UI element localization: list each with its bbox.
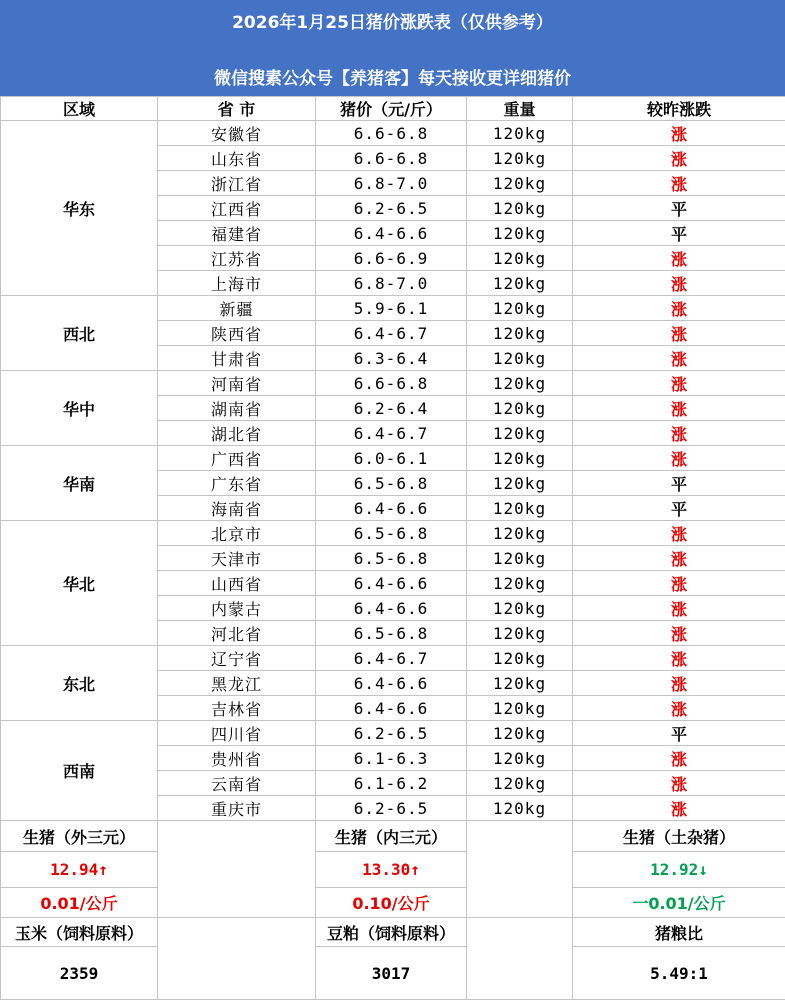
province-cell: 黑龙江	[158, 671, 316, 696]
weight-cell: 120kg	[467, 146, 573, 171]
price-cell: 6.4-6.6	[316, 596, 467, 621]
weight-cell: 120kg	[467, 271, 573, 296]
change-cell: 涨	[573, 546, 785, 571]
change-cell: 涨	[573, 621, 785, 646]
province-cell: 安徽省	[158, 121, 316, 146]
column-header-region: 区域	[1, 97, 158, 121]
province-cell: 上海市	[158, 271, 316, 296]
province-cell: 吉林省	[158, 696, 316, 721]
weight-cell: 120kg	[467, 721, 573, 746]
weight-cell: 120kg	[467, 521, 573, 546]
change-cell: 涨	[573, 796, 785, 821]
column-header-change: 较昨涨跌	[573, 97, 785, 121]
price-cell: 6.8-7.0	[316, 171, 467, 196]
province-cell: 江苏省	[158, 246, 316, 271]
weight-cell: 120kg	[467, 446, 573, 471]
summary-spacer-right-2	[467, 918, 573, 1000]
weight-cell: 120kg	[467, 596, 573, 621]
weight-cell: 120kg	[467, 496, 573, 521]
province-cell: 四川省	[158, 721, 316, 746]
weight-cell: 120kg	[467, 196, 573, 221]
summary-row	[1, 888, 785, 918]
column-header-price: 猪价（元/斤）	[316, 97, 467, 121]
weight-cell: 120kg	[467, 246, 573, 271]
price-cell: 6.5-6.8	[316, 471, 467, 496]
summary-spacer-left	[158, 821, 316, 918]
tuza-label: 生猪（土杂猪）	[573, 821, 785, 852]
page-subtitle: 微信搜素公众号【养猪客】每天接收更详细猪价	[214, 69, 571, 89]
change-cell: 涨	[573, 346, 785, 371]
region-cell: 华南	[1, 446, 158, 521]
province-cell: 湖南省	[158, 396, 316, 421]
ratio-label: 猪粮比	[573, 918, 785, 947]
neisan-change: 0.10/公斤	[316, 888, 467, 918]
summary-row	[1, 918, 785, 947]
weight-cell: 120kg	[467, 746, 573, 771]
table-row	[1, 296, 785, 321]
weight-cell: 120kg	[467, 221, 573, 246]
province-cell: 天津市	[158, 546, 316, 571]
province-cell: 内蒙古	[158, 596, 316, 621]
table-row	[1, 521, 785, 546]
change-cell: 涨	[573, 746, 785, 771]
weight-cell: 120kg	[467, 571, 573, 596]
price-cell: 6.4-6.6	[316, 571, 467, 596]
price-cell: 6.4-6.6	[316, 671, 467, 696]
weight-cell: 120kg	[467, 546, 573, 571]
province-cell: 山西省	[158, 571, 316, 596]
neisan-price: 13.30↑	[316, 852, 467, 888]
column-header-weight: 重量	[467, 97, 573, 121]
summary-spacer-right	[467, 821, 573, 918]
change-cell: 涨	[573, 696, 785, 721]
change-cell: 平	[573, 196, 785, 221]
price-cell: 6.2-6.5	[316, 721, 467, 746]
summary-row	[1, 821, 785, 852]
weight-cell: 120kg	[467, 621, 573, 646]
column-header-province: 省 市	[158, 97, 316, 121]
change-cell: 涨	[573, 121, 785, 146]
waisan-label: 生猪（外三元）	[1, 821, 158, 852]
weight-cell: 120kg	[467, 771, 573, 796]
corn-value: 2359	[1, 947, 158, 1000]
price-cell: 6.2-6.4	[316, 396, 467, 421]
province-cell: 北京市	[158, 521, 316, 546]
change-cell: 涨	[573, 146, 785, 171]
weight-cell: 120kg	[467, 171, 573, 196]
weight-cell: 120kg	[467, 421, 573, 446]
change-cell: 涨	[573, 246, 785, 271]
price-cell: 6.6-6.8	[316, 121, 467, 146]
change-cell: 平	[573, 471, 785, 496]
price-cell: 6.4-6.6	[316, 696, 467, 721]
weight-cell: 120kg	[467, 321, 573, 346]
change-cell: 涨	[573, 571, 785, 596]
province-cell: 江西省	[158, 196, 316, 221]
change-cell: 涨	[573, 671, 785, 696]
province-cell: 广东省	[158, 471, 316, 496]
province-cell: 贵州省	[158, 746, 316, 771]
change-cell: 涨	[573, 321, 785, 346]
weight-cell: 120kg	[467, 346, 573, 371]
change-cell: 涨	[573, 421, 785, 446]
waisan-change: 0.01/公斤	[1, 888, 158, 918]
province-cell: 河南省	[158, 371, 316, 396]
price-cell: 6.5-6.8	[316, 621, 467, 646]
province-cell: 浙江省	[158, 171, 316, 196]
weight-cell: 120kg	[467, 121, 573, 146]
tuza-price: 12.92↓	[573, 852, 785, 888]
region-cell: 华中	[1, 371, 158, 446]
price-cell: 6.6-6.9	[316, 246, 467, 271]
table-row	[1, 646, 785, 671]
page-title: 2026年1月25日猪价涨跌表（仅供参考）	[232, 13, 553, 33]
price-cell: 6.2-6.5	[316, 196, 467, 221]
change-cell: 涨	[573, 396, 785, 421]
province-cell: 甘肃省	[158, 346, 316, 371]
price-cell: 6.4-6.6	[316, 496, 467, 521]
price-cell: 6.0-6.1	[316, 446, 467, 471]
province-cell: 海南省	[158, 496, 316, 521]
change-cell: 涨	[573, 596, 785, 621]
summary-row	[1, 852, 785, 888]
change-cell: 平	[573, 721, 785, 746]
change-cell: 涨	[573, 521, 785, 546]
price-cell: 6.1-6.3	[316, 746, 467, 771]
change-cell: 涨	[573, 271, 785, 296]
weight-cell: 120kg	[467, 796, 573, 821]
price-cell: 6.5-6.8	[316, 546, 467, 571]
table-row	[1, 721, 785, 746]
region-cell: 华东	[1, 121, 158, 296]
weight-cell: 120kg	[467, 696, 573, 721]
table-row	[1, 121, 785, 146]
change-cell: 涨	[573, 646, 785, 671]
region-cell: 华北	[1, 521, 158, 646]
ratio-value: 5.49:1	[573, 947, 785, 1000]
soymeal-label: 豆粕（饲料原料）	[316, 918, 467, 947]
province-cell: 河北省	[158, 621, 316, 646]
table-header-row	[1, 97, 785, 121]
waisan-price: 12.94↑	[1, 852, 158, 888]
change-cell: 涨	[573, 296, 785, 321]
change-cell: 涨	[573, 371, 785, 396]
province-cell: 山东省	[158, 146, 316, 171]
province-cell: 辽宁省	[158, 646, 316, 671]
change-cell: 平	[573, 496, 785, 521]
change-cell: 平	[573, 221, 785, 246]
province-cell: 陕西省	[158, 321, 316, 346]
price-cell: 6.2-6.5	[316, 796, 467, 821]
weight-cell: 120kg	[467, 296, 573, 321]
summary-row	[1, 947, 785, 1000]
price-cell: 6.4-6.6	[316, 221, 467, 246]
table-row	[1, 371, 785, 396]
table-row	[1, 446, 785, 471]
pig-price-table	[0, 96, 785, 1000]
change-cell: 涨	[573, 446, 785, 471]
corn-label: 玉米（饲料原料）	[1, 918, 158, 947]
table-body	[1, 97, 785, 1000]
region-cell: 西北	[1, 296, 158, 371]
province-cell: 广西省	[158, 446, 316, 471]
price-cell: 6.4-6.7	[316, 421, 467, 446]
weight-cell: 120kg	[467, 371, 573, 396]
price-cell: 6.6-6.8	[316, 371, 467, 396]
region-cell: 西南	[1, 721, 158, 821]
change-cell: 涨	[573, 771, 785, 796]
soymeal-value: 3017	[316, 947, 467, 1000]
price-cell: 6.1-6.2	[316, 771, 467, 796]
weight-cell: 120kg	[467, 396, 573, 421]
price-cell: 6.4-6.7	[316, 646, 467, 671]
weight-cell: 120kg	[467, 471, 573, 496]
weight-cell: 120kg	[467, 646, 573, 671]
province-cell: 湖北省	[158, 421, 316, 446]
price-cell: 6.3-6.4	[316, 346, 467, 371]
province-cell: 云南省	[158, 771, 316, 796]
summary-spacer-left-2	[158, 918, 316, 1000]
price-cell: 6.5-6.8	[316, 521, 467, 546]
price-cell: 5.9-6.1	[316, 296, 467, 321]
province-cell: 福建省	[158, 221, 316, 246]
province-cell: 新疆	[158, 296, 316, 321]
tuza-change: 一0.01/公斤	[573, 888, 785, 918]
neisan-label: 生猪（内三元）	[316, 821, 467, 852]
change-cell: 涨	[573, 171, 785, 196]
title-banner	[0, 0, 785, 96]
price-cell: 6.4-6.7	[316, 321, 467, 346]
province-cell: 重庆市	[158, 796, 316, 821]
price-cell: 6.6-6.8	[316, 146, 467, 171]
region-cell: 东北	[1, 646, 158, 721]
price-cell: 6.8-7.0	[316, 271, 467, 296]
weight-cell: 120kg	[467, 671, 573, 696]
